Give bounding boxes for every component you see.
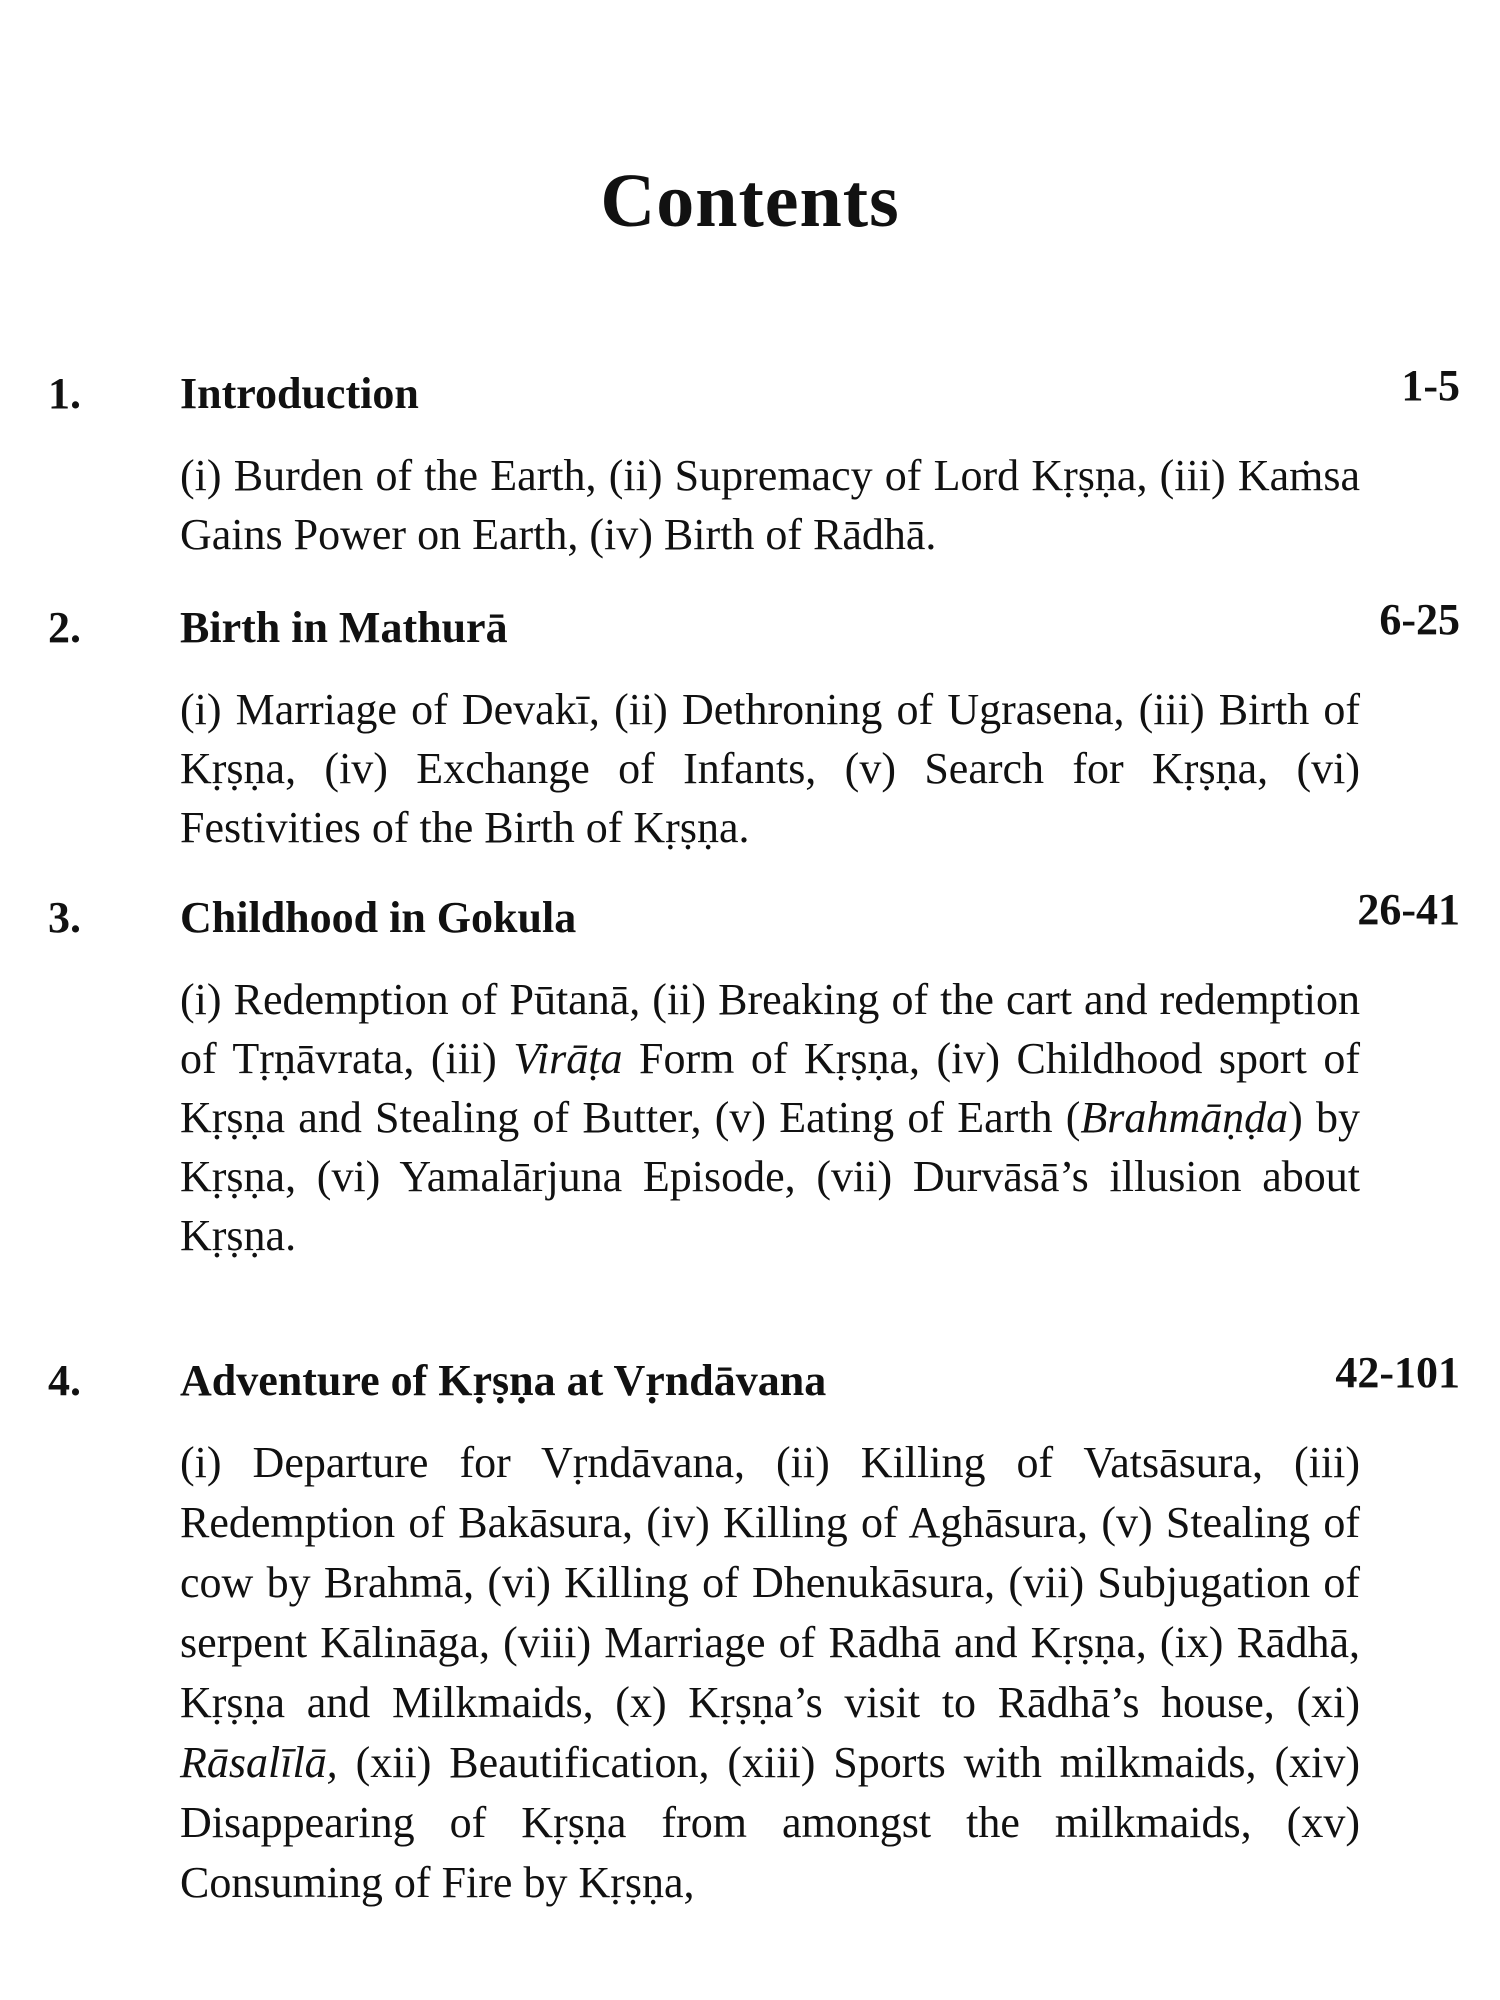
description-text: (i) Redemption of Pūtanā, (ii) Breaking of the cart and redemption of Tṛṇāvrata, (iii) [180,975,1360,1083]
entry-title: Introduction [180,369,419,418]
entry-pages: 1-5 [1401,361,1460,410]
description-text: (i) Departure for Vṛndāvana, (ii) Killing of Vatsāsura, (iii) Redemption of Bakāsura, (iv) Killing of Aghāsura, (v) Stealing of cow by Brahmā, (vi) Killing of Dhenukāsura, (vii) Subjugation of serpent Kālināga, (viii) Marriage of Rādhā and Kṛṣṇa, (ix) Rādhā, Kṛṣṇa and Milkmaids, (x) Kṛṣṇa’s visit to Rādhā’s house, (xi) [180,1438,1360,1727]
entry-number: 3. [48,893,81,942]
entry-description: (i) Marriage of Devakī, (ii) Dethroning of Ugrasena, (iii) Birth of Kṛṣṇa, (iv) Exchange of Infants, (v) Search for Kṛṣṇa, (vi) Festivities of the Birth of Kṛṣṇa. [180,685,1360,852]
description-text: Form of Kṛṣṇa, (iv) Childhood sport of Kṛṣṇa and Stealing of Butter, (v) Eating of Earth ( [180,1034,1360,1142]
entry-title: Birth in Mathurā [180,603,508,652]
entry-description [180,1433,1360,1913]
entry-description: (i) Burden of the Earth, (ii) Supremacy of Lord Kṛṣṇa, (iii) Kaṁsa Gains Power on Earth, (iv) Birth of Rādhā. [180,451,1360,559]
entry-number: 4. [48,1356,81,1405]
page-title: Contents [600,159,900,243]
entry-description [180,970,1360,1265]
entry-number: 1. [48,369,81,418]
entry-title: Childhood in Gokula [180,893,577,942]
description-italic-term: Virāṭa [513,1034,623,1083]
entry-pages: 6-25 [1379,595,1460,644]
description-italic-term: Brahmāṇḍa [1080,1093,1289,1142]
description-italic-term: Rāsalīlā, [180,1738,338,1787]
description-text: ) by Kṛṣṇa, (vi) Yamalārjuna Episode, (vii) Durvāsā’s illusion about Kṛṣṇa. [180,1093,1360,1260]
entry-pages: 42-101 [1335,1348,1460,1397]
entry-number: 2. [48,603,81,652]
description-text: (xii) Beautification, (xiii) Sports with milkmaids, (xiv) Disappearing of Kṛṣṇa from amongst the milkmaids, (xv) Consuming of Fire by Kṛṣṇa, [180,1738,1360,1907]
entry-title: Adventure of Kṛṣṇa at Vṛndāvana [180,1356,827,1405]
entry-pages: 26-41 [1357,885,1460,934]
